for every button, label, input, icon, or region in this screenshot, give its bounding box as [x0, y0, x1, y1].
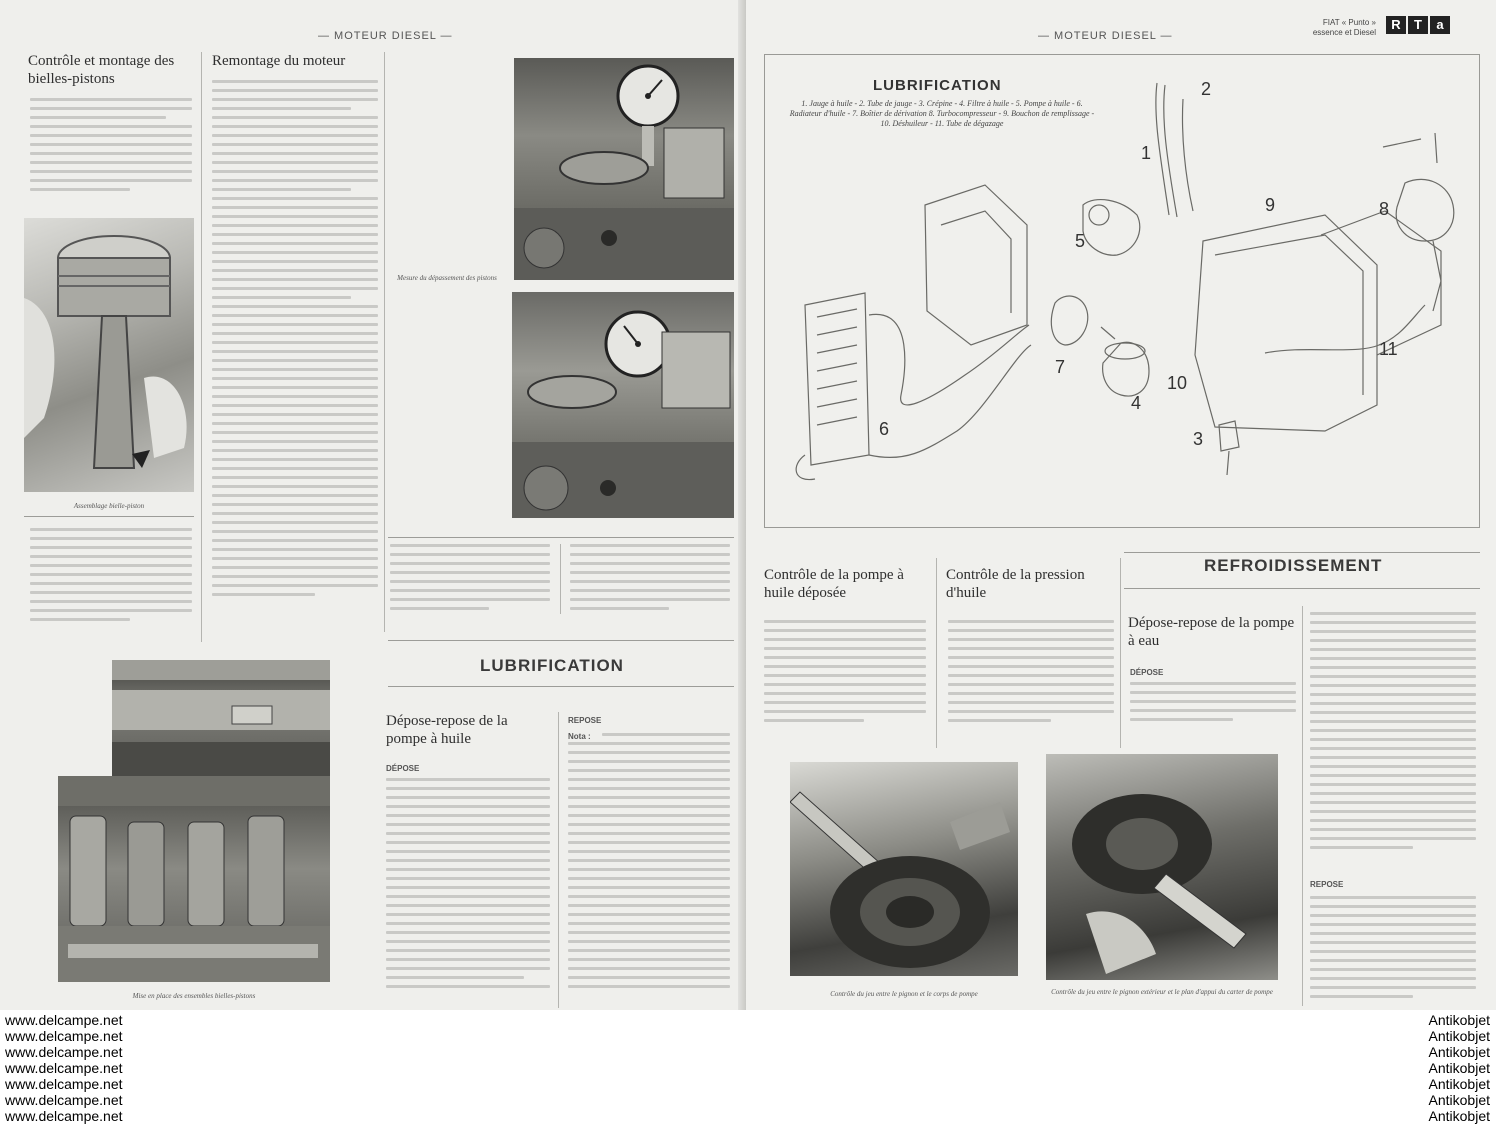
col-divider-3	[560, 544, 561, 614]
logo-letter-a: a	[1430, 16, 1450, 34]
repose-note: Nota :	[568, 732, 591, 741]
photo-piston-rod	[24, 218, 194, 492]
gauge-top-illustration	[514, 58, 734, 280]
brand-line-2: essence et Diesel	[1312, 28, 1376, 37]
depose-label-left: DÉPOSE	[386, 764, 420, 773]
diagram-callouts	[879, 79, 1398, 449]
brand-block	[1250, 18, 1376, 38]
repose-text-left-b	[568, 742, 730, 994]
col1-title: Contrôle et montage des bielles-pistons	[28, 53, 175, 87]
watermark-right-5: Antikobjet	[1428, 1076, 1490, 1092]
callout-6: 6	[879, 419, 890, 439]
right-page	[746, 0, 1496, 1010]
water-pump-steps-text	[1310, 612, 1476, 855]
col-divider-2	[384, 52, 385, 632]
pressure-check-text	[948, 620, 1114, 728]
pump-check-title: Contrôle de la pompe à huile déposée	[764, 567, 904, 601]
text-under-photos-b	[570, 544, 730, 616]
crank-top-illustration	[112, 660, 330, 778]
callout-4: 4	[1131, 393, 1142, 413]
depose-text-left	[386, 778, 550, 994]
col1-text-top	[30, 98, 192, 197]
repose-text-left-a	[602, 733, 730, 742]
logo-letter-t: T	[1408, 16, 1428, 34]
caption-gauge: Mesure du dépassement des pistons	[397, 274, 497, 282]
running-head-right: — MOTEUR DIESEL —	[1038, 30, 1173, 42]
callout-1: 1	[1141, 143, 1152, 163]
callout-8: 8	[1379, 199, 1390, 219]
cooling-heading: REFROIDISSEMENT	[1204, 556, 1383, 575]
cooling-rule-top	[1124, 552, 1480, 553]
caption-crank: Mise en place des ensembles bielles-pistons	[132, 992, 256, 1000]
repose-label-left: REPOSE	[568, 716, 602, 725]
callout-2: 2	[1201, 79, 1212, 99]
watermark-right-7: Antikobjet	[1428, 1108, 1490, 1124]
crank-bottom-illustration	[58, 776, 330, 982]
water-pump-depose-text	[1130, 682, 1296, 727]
cooling-rule-bottom	[1124, 588, 1480, 589]
photo-gauge-top	[514, 58, 734, 280]
repose-label-right: REPOSE	[1310, 880, 1344, 889]
callout-11: 11	[1379, 339, 1398, 359]
photo-gauge-bottom	[512, 292, 734, 518]
brand-line-1: FIAT « Punto »	[1322, 18, 1376, 27]
photo-crank-bottom	[58, 776, 330, 982]
watermark-right-2: Antikobjet	[1428, 1028, 1490, 1044]
col-divider-1	[201, 52, 202, 642]
pressure-check-title: Contrôle de la pression d'huile	[946, 567, 1085, 601]
right-col-divider-3	[1302, 606, 1303, 1006]
col-divider-4	[558, 712, 559, 1008]
col2-text	[212, 80, 378, 602]
pump-gear-gap-illustration	[790, 762, 1018, 976]
right-col-divider-2	[1120, 558, 1121, 748]
caption-pump-gear-gap: Contrôle du jeu entre le pignon et le corps de pompe	[830, 990, 978, 998]
photo-pump-gear-gap	[790, 762, 1018, 976]
mid-rule	[388, 537, 734, 538]
running-head-left: — MOTEUR DIESEL —	[318, 30, 453, 42]
piston-rod-illustration	[24, 218, 194, 492]
lubrication-diagram-frame	[764, 54, 1480, 528]
pump-face-gap-illustration	[1046, 754, 1278, 980]
photo-crank-top	[112, 660, 330, 778]
gauge-bottom-illustration	[512, 292, 734, 518]
watermark-left-column	[5, 1012, 123, 1124]
logo-letter-r: R	[1386, 16, 1406, 34]
photo-pump-face-gap	[1046, 754, 1278, 980]
watermark-right-1: Antikobjet	[1428, 1012, 1490, 1028]
col1-text-bottom	[30, 528, 192, 627]
watermark-right-column	[1410, 1012, 1490, 1124]
watermark-left-5: www.delcampe.net	[5, 1076, 123, 1092]
watermark-left-1: www.delcampe.net	[5, 1012, 123, 1028]
lubrication-exploded-diagram	[765, 55, 1481, 529]
col1-rule	[24, 516, 194, 517]
depose-label-right: DÉPOSE	[1130, 668, 1164, 677]
watermark-left-3: www.delcampe.net	[5, 1044, 123, 1060]
watermark-right-6: Antikobjet	[1428, 1092, 1490, 1108]
lub-rule-bottom	[388, 686, 734, 687]
left-page	[0, 0, 746, 1010]
lub-heading: LUBRIFICATION	[480, 656, 624, 675]
callout-10: 10	[1167, 373, 1188, 393]
callout-3: 3	[1193, 429, 1204, 449]
water-pump-repose-text	[1310, 896, 1476, 1004]
lub-sub-title: Dépose-repose de la pompe à huile	[386, 713, 508, 747]
watermark-right-4: Antikobjet	[1428, 1060, 1490, 1076]
caption-pump-face-gap: Contrôle du jeu entre le pignon extérieur et le plan d'appui du carter de pompe	[1051, 988, 1273, 996]
watermark-left-6: www.delcampe.net	[5, 1092, 123, 1108]
diagram-legend: 1. Jauge à huile - 2. Tube de jauge - 3. Crépine - 4. Filtre à huile - 5. Pompe à huile - 6. Radiateur d'huile - 7. Boîtier de dérivation 8. Turbocompresseur - 9. Bouchon de remplissage - 10. Déshuileur - 11. Tube de dégazage	[789, 99, 1095, 128]
rta-logo	[1386, 16, 1450, 34]
callout-7: 7	[1055, 357, 1066, 377]
callout-5: 5	[1075, 231, 1086, 251]
text-under-photos-a	[390, 544, 550, 616]
pump-check-text	[764, 620, 926, 728]
watermark-left-4: www.delcampe.net	[5, 1060, 123, 1076]
callout-9: 9	[1265, 195, 1276, 215]
watermark-left-7: www.delcampe.net	[5, 1108, 123, 1124]
lub-rule-top	[388, 640, 734, 641]
watermark-right-3: Antikobjet	[1428, 1044, 1490, 1060]
watermark-left-2: www.delcampe.net	[5, 1028, 123, 1044]
water-pump-title: Dépose-repose de la pompe à eau	[1128, 615, 1295, 649]
caption-piston-rod: Assemblage bielle-piston	[73, 502, 145, 510]
col2-title: Remontage du moteur	[212, 53, 346, 69]
right-col-divider-1	[936, 558, 937, 748]
diagram-title: LUBRIFICATION	[873, 77, 1002, 94]
